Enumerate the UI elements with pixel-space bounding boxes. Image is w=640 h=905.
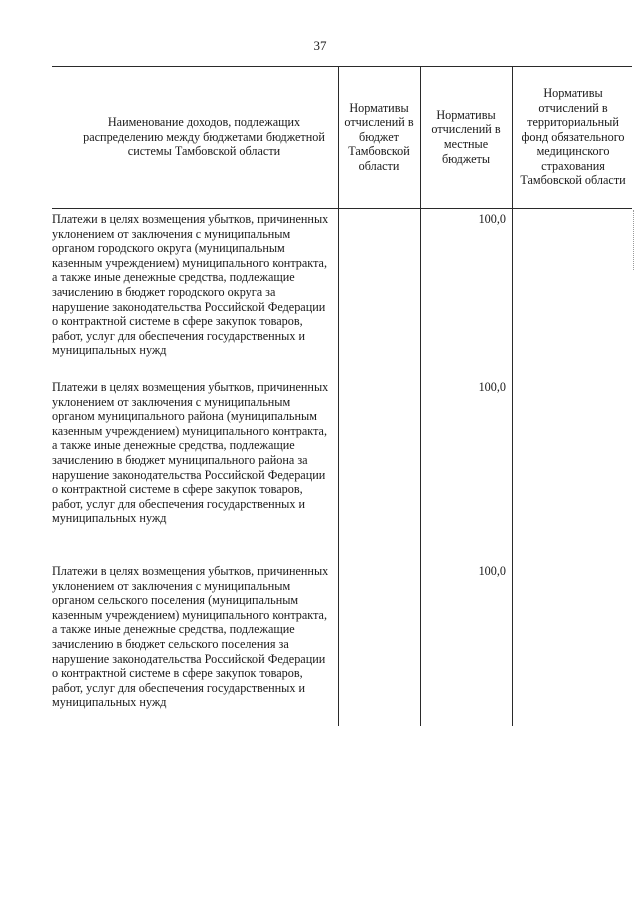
row-revenue-name: Платежи в целях возмещения убытков, причиненных уклонением от заключения с муниципальным органом городского округа (муниципальным казенным учреждением) муниципального контракта, а также иные денежные средства, подлежащие зачислению в бюджет городского округа за нарушение законодательства Российской Федерации о контрактной системе в сфере закупок товаров, работ, услуг для обеспечения государственных и муниципальных нужд [52, 212, 329, 358]
table-top-border [52, 66, 632, 67]
row-local-budget-value: 100,0 [478, 564, 506, 578]
scan-edge-mark [633, 210, 636, 270]
row-local-budget-value: 100,0 [478, 212, 506, 226]
column-divider-3 [512, 66, 513, 726]
row-local-budget-value: 100,0 [478, 380, 506, 394]
header-revenue-name: Наименование доходов, подлежащих распределению между бюджетами бюджетной системы Тамбовской области [83, 115, 325, 159]
page-number: 37 [313, 38, 327, 53]
revenue-distribution-table [52, 66, 632, 726]
header-local-budgets: Нормативы отчислений в местные бюджеты [431, 107, 501, 166]
column-divider-1 [338, 66, 339, 726]
header-medical-insurance-fund: Нормативы отчислений в территориальный фонд обязательного медицинского страхования Тамбовской области [520, 85, 626, 188]
column-divider-2 [420, 66, 421, 726]
row-revenue-name: Платежи в целях возмещения убытков, причиненных уклонением от заключения с муниципальным органом сельского поселения (муниципальным казенным учреждением) муниципального контракта, а также иные денежные средства, подлежащие зачислению в бюджет сельского поселения за нарушение законодательства Российской Федерации о контрактной системе в сфере закупок товаров, работ, услуг для обеспечения государственных и муниципальных нужд [52, 564, 329, 710]
header-regional-budget: Нормативы отчислений в бюджет Тамбовской области [344, 100, 414, 173]
table-header-bottom-border [52, 208, 632, 209]
row-revenue-name: Платежи в целях возмещения убытков, причиненных уклонением от заключения с муниципальным органом муниципального района (муниципальным казенным учреждением) муниципального контракта, а также иные денежные средства, подлежащие зачислению в бюджет муниципального района за нарушение законодательства Российской Федерации о контрактной системе в сфере закупок товаров, работ, услуг для обеспечения государственных и муниципальных нужд [52, 380, 329, 526]
